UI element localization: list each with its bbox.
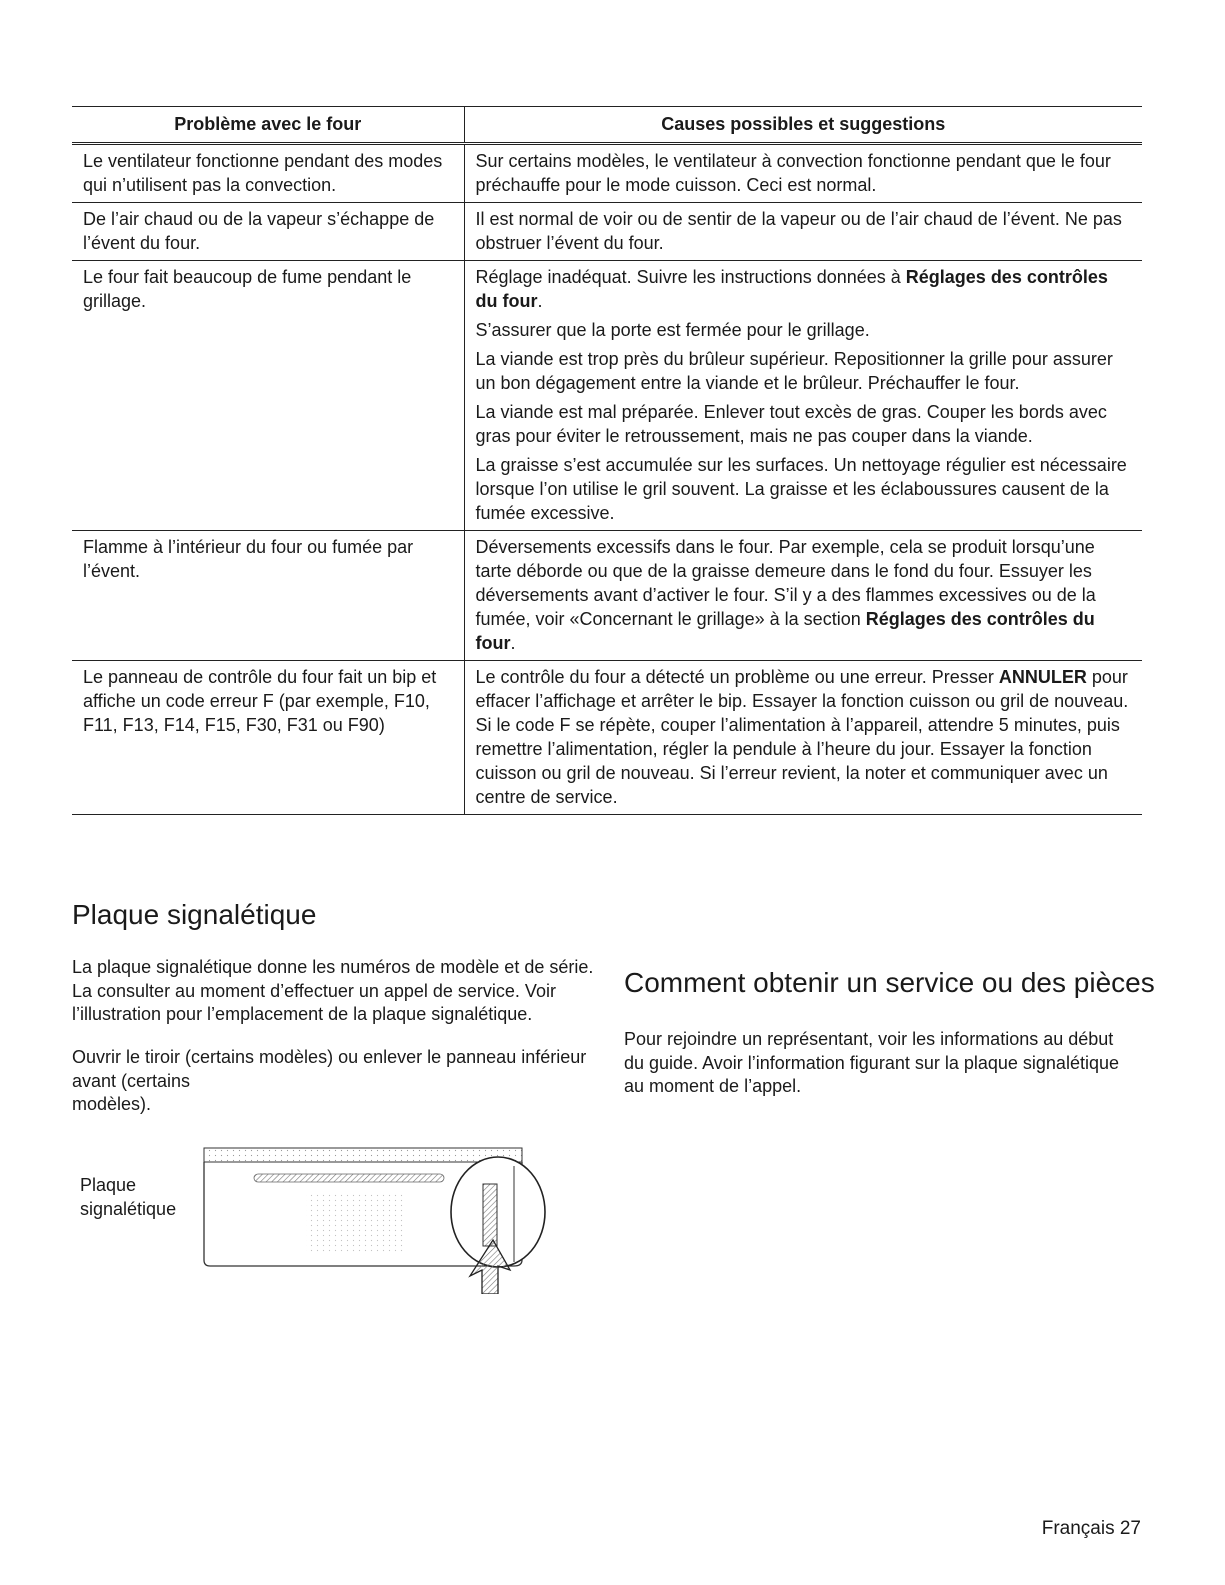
cause-paragraph (476, 535, 1133, 655)
bold-reference: Réglages des contrôles du four (475, 267, 1108, 311)
plaque-instructions-line2: modèles). (72, 1094, 152, 1114)
causes-cell (464, 261, 1142, 531)
cause-paragraph (476, 149, 1133, 197)
cause-text: S’assurer que la porte est fermée pour le grillage. (475, 320, 870, 340)
cause-text: Réglage inadéquat. Suivre les instructions données à (475, 267, 906, 287)
figure-label-line2: signalétique (80, 1199, 177, 1219)
cause-text: La viande est trop près du brûleur supérieur. Repositionner la grille pour assurer un bon dégagement entre la viande et le brûleur. Préchauffer le four. (475, 349, 1113, 393)
troubleshooting-table (72, 106, 1142, 815)
bold-reference: Réglages des contrôles du four (475, 609, 1095, 653)
problem-cell: Le ventilateur fonctionne pendant des modes qui n’utilisent pas la convection. (72, 144, 464, 203)
cause-text: Déversements excessifs dans le four. Par exemple, cela se produit lorsqu’une tarte déborde ou que de la graisse demeure dans le fond du four. Essuyer les déversements avant d’activer le four. S’il y a des flammes excessives ou de la fumée, voir «Concernant le grillage» à la section (475, 537, 1096, 629)
cause-text: Sur certains modèles, le ventilateur à convection fonctionne pendant que le four préchauffe pour le mode cuisson. Ceci est normal. (475, 151, 1111, 195)
problem-cell: Le panneau de contrôle du four fait un bip et affiche un code erreur F (par exemple, F10, F11, F13, F14, F15, F30, F31 ou F90) (72, 661, 464, 815)
causes-cell (464, 203, 1142, 261)
cause-text: . (537, 291, 543, 311)
causes-cell (464, 531, 1142, 661)
problem-cell: De l’air chaud ou de la vapeur s’échappe de l’évent du four. (72, 203, 464, 261)
section-title-service: Comment obtenir un service ou des pièces (624, 967, 1155, 998)
table-body (72, 144, 1142, 815)
cause-paragraph (476, 318, 1133, 342)
cause-paragraph (476, 665, 1133, 809)
cause-text: . (510, 633, 516, 653)
causes-cell (464, 661, 1142, 815)
cause-text: Il est normal de voir ou de sentir de la vapeur ou de l’air chaud de l’évent. Ne pas obstruer l’évent du four. (475, 209, 1122, 253)
problem-cell: Le four fait beaucoup de fume pendant le grillage. (72, 261, 464, 531)
cause-paragraph (476, 207, 1133, 255)
plaque-instructions (72, 1046, 594, 1117)
causes-cell (464, 144, 1142, 203)
cause-text: pour effacer l’affichage et arrêter le bip. Essayer la fonction cuisson ou gril de nouveau. Si le code F se répète, couper l’alimentation à l’appareil, attendre 5 minutes, puis remettre l’alimentation, régler la pendule à l’heure du jour. Essayer la fonction cuisson ou gril de nouveau. Si l’erreur revient, la noter et communiquer avec un centre de service. (475, 667, 1129, 807)
table-row (72, 661, 1142, 815)
header-causes: Causes possibles et suggestions (464, 107, 1142, 144)
page-number: Français 27 (1041, 1518, 1141, 1539)
table-row (72, 531, 1142, 661)
bold-reference: ANNULER (998, 667, 1087, 687)
header-problem: Problème avec le four (72, 107, 464, 144)
cause-text: La viande est mal préparée. Enlever tout excès de gras. Couper les bords avec gras pour éviter le retroussement, mais ne pas couper dans la viande. (475, 402, 1107, 446)
cause-paragraph (476, 265, 1133, 313)
cause-text: Le contrôle du four a détecté un problème ou une erreur. Presser (475, 667, 999, 687)
plaque-paragraph: La plaque signalétique donne les numéros de modèle et de série. La consulter au moment d’effectuer un appel de service. Voir l’illustration pour l’emplacement de la plaque signalétique. (72, 957, 594, 1024)
table-header-row (72, 107, 1142, 144)
table-row (72, 144, 1142, 203)
table-row (72, 261, 1142, 531)
cause-paragraph (476, 400, 1133, 448)
problem-cell: Flamme à l’intérieur du four ou fumée par l’évent. (72, 531, 464, 661)
plaque-instructions-line1: Ouvrir le tiroir (certains modèles) ou enlever le panneau inférieur avant (certains (72, 1047, 587, 1091)
cause-text: La graisse s’est accumulée sur les surfaces. Un nettoyage régulier est nécessaire lorsque l’on utilise le gril souvent. La graisse et les éclaboussures causent de la fumée excessive. (475, 455, 1127, 523)
cause-paragraph (476, 347, 1133, 395)
section-title-plaque: Plaque signalétique (72, 899, 317, 930)
drawer-illustration (196, 1144, 556, 1294)
figure-label-line1: Plaque (80, 1175, 137, 1195)
service-paragraph: Pour rejoindre un représentant, voir les informations au début du guide. Avoir l’information figurant sur la plaque signalétique au moment de l’appel. (624, 1029, 1119, 1096)
cause-paragraph (476, 453, 1133, 525)
table-row (72, 203, 1142, 261)
figure-label (80, 1173, 176, 1221)
